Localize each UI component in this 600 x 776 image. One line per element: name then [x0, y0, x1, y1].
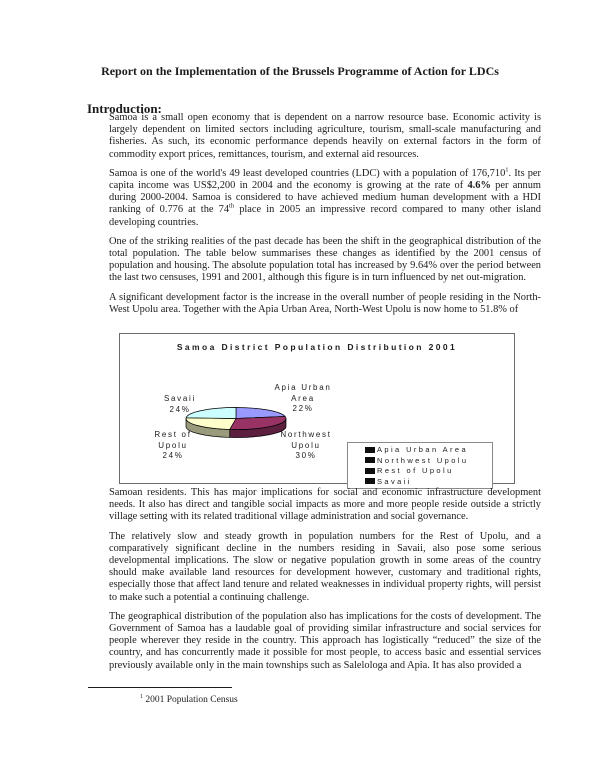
paragraph: The geographical distribution of the population also has implications for the costs of development. The Government of Samoa has a laudable goal of providing similar infrastructure and social services for people wherever they reside in the country. This approach has logistically “reduced” the size of the country, and has concurrently made it possible for most people, to access basic and essential services previously available only in the main townships such as Salelologa and Apia. It has also provided a: [109, 610, 541, 671]
chart-title: Samoa District Population Distribution 2001: [176, 342, 458, 352]
slice-label-savaii: [120, 394, 240, 415]
intro-paragraphs: [109, 112, 541, 323]
paragraph: Samoa is one of the world's 49 least developed countries (LDC) with a population of 176,710$^1$. Its per capita income was US$2,200 in 2004 and the economy is growing at the rate of 4.6% per annum during 2000-2004. Samoa is considered to have achieved medium human development with a HDI ranking of 0.776 at the 74th place in 2005 an impressive record compared to many other island developing countries.: [109, 166, 541, 228]
slice-label-line: Northwest: [280, 430, 332, 439]
legend-label: Apia Urban Area: [377, 445, 469, 455]
slice-label-apia-urban-area: [243, 383, 363, 415]
slice-label-line: Upolu: [291, 440, 321, 450]
slice-label-value: 22%: [292, 404, 314, 413]
paragraph: Samoan residents. This has major implications for social and economic infrastructure development needs. It also has direct and tangible social impacts as more and more people reside outside a strictly village setting with its related traditional village administration and social governance.: [109, 487, 541, 523]
paragraph: One of the striking realities of the past decade has been the shift in the geographical distribution of the total population. The table below summarises these changes as identified by the 2001 census of population and housing. The absolute population total has increased by 9.64% over the period between the last two censuses, 1991 and 2001, although this figure is in turn influenced by net out-migration.: [109, 235, 541, 284]
slice-label-line: Upolu: [158, 440, 188, 450]
footnote-divider: [88, 687, 232, 688]
slice-label-value: 24%: [162, 451, 184, 460]
footnote-marker: 1: [140, 694, 143, 700]
slice-label-value: 30%: [295, 451, 317, 460]
legend-item: [365, 466, 492, 477]
section-heading-introduction: Introduction:: [87, 101, 162, 116]
slice-label-line: Area: [291, 393, 315, 403]
legend-item: [365, 445, 492, 456]
slice-label-line: Rest of: [154, 430, 192, 439]
slice-label-line: Apia Urban: [274, 383, 332, 392]
slice-label-value: 24%: [169, 404, 191, 414]
paragraph: The relatively slow and steady growth in population numbers for the Rest of Upolu, and a comparatively significant decline in the numbers residing in Savaii, also pose some serious developmental implications. The slow or negative population growth in some areas of the country should make available land resources for development however, customary and traditional rights, especially those that affect land tenure and related weaknesses in individual property rights, will persist to make such a potential a continuing challenge.: [109, 530, 541, 603]
body-paragraphs: [109, 487, 541, 679]
legend-label: Northwest Upolu: [377, 455, 469, 465]
footnote-text: 2001 Population Census: [145, 695, 238, 706]
paragraph: A significant development factor is the increase in the overall number of people residing in the North-West Upolu area. Together with the Apia Urban Area, North-West Upolu is now home to 51.8% of: [109, 291, 541, 315]
paragraph: Samoa is a small open economy that is dependent on a narrow resource base. Economic activity is largely dependent on limited sectors including agriculture, tourism, small-scale manufacturing and fisheries. As such, its economic performance depends heavily on external factors in the form of commodity export prices, remittances, tourism, and external aid resources.: [109, 112, 541, 160]
legend-swatch-icon: [365, 478, 375, 484]
legend-swatch-icon: [365, 468, 375, 474]
legend-item: [365, 455, 492, 466]
slice-label-line: Savaii: [164, 394, 196, 403]
legend-swatch-icon: [365, 447, 375, 453]
chart-legend: [347, 442, 493, 489]
legend-label: Savaii: [377, 476, 412, 486]
footnote: [140, 694, 238, 705]
page-title: Report on the Implementation of the Brussels Programme of Action for LDCs: [101, 64, 499, 78]
population-distribution-chart: [119, 333, 515, 484]
slice-label-rest-of-upolu: [120, 430, 226, 462]
legend-swatch-icon: [365, 457, 375, 463]
legend-item: [365, 476, 492, 487]
legend-label: Rest of Upolu: [377, 466, 454, 476]
